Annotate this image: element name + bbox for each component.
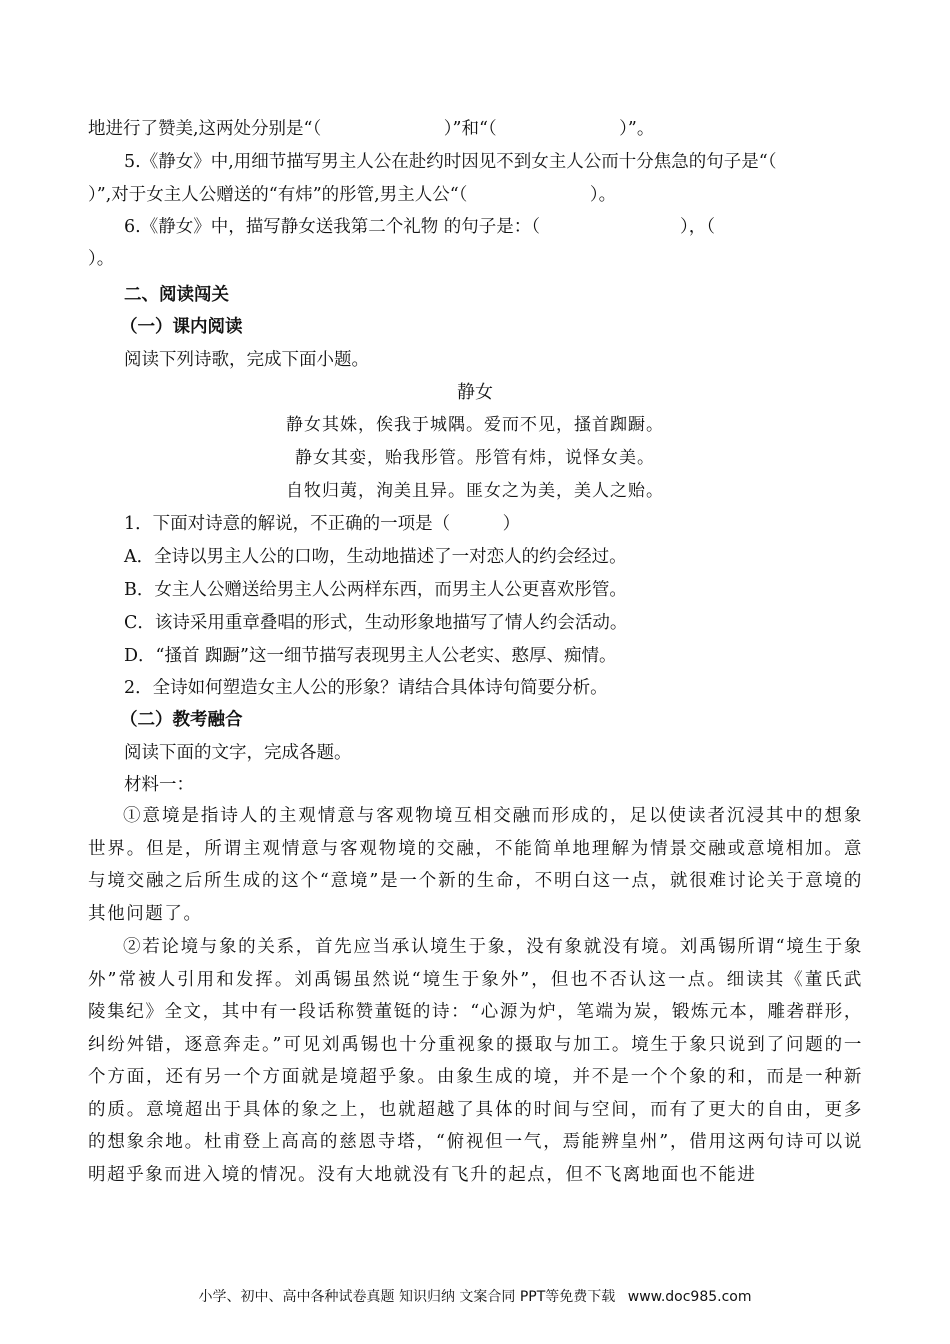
paragraph-1: ①意境是指诗人的主观情意与客观物境互相交融而形成的，足以使读者沉浸其中的想象世界。但是，所谓主观情意与客观物境的交融，不能简单地理解为情景交融或意境相加。意与境交融之后所生成的这个“意境”是一个新的生命，不明白这一点，就很难讨论关于意境的其他问题了。	[88, 806, 863, 924]
q6-line-2: ）。	[88, 249, 115, 269]
material-label: 材料一：	[124, 775, 194, 795]
footer-url[interactable]: www.doc985.com	[627, 1289, 752, 1305]
q1-option-d: D．“搔首 踟蹰”这一细节描写表现男主人公老实、憨厚、痴情。	[124, 646, 617, 666]
poem-line: 静女其姝，俟我于城隅。爱而不见，搔首踟蹰。	[286, 415, 664, 435]
q6-line-1: 6.《静女》中，描写静女送我第二个礼物 的句子是：（ ），（	[124, 217, 716, 237]
q1-stem: 1．下面对诗意的解说，不正确的一项是（ ）	[124, 514, 521, 534]
q1-option-b: B．女主人公赠送给男主人公两样东西，而男主人公更喜欢彤管。	[124, 580, 627, 600]
section-title: 二、阅读闯关	[124, 285, 229, 305]
poem-title: 静女	[457, 382, 493, 403]
q2-stem: 2．全诗如何塑造女主人公的形象？请结合具体诗句简要分析。	[124, 678, 608, 698]
q5-line-2: ）”,对于女主人公赠送的“有炜”的彤管,男主人公“（ ）。	[88, 185, 617, 205]
part2-title: （二）教考融合	[120, 710, 243, 730]
q1-option-a: A．全诗以男主人公的口吻，生动地描述了一对恋人的约会经过。	[124, 547, 627, 567]
poem-line: 自牧归荑，洵美且异。匪女之为美，美人之贻。	[286, 481, 664, 501]
q4-continuation: 地进行了赞美,这两处分别是“（ ）”和“（ ）”。	[88, 119, 655, 139]
part1-instruction: 阅读下列诗歌，完成下面小题。	[124, 350, 369, 370]
page-footer	[0, 1286, 950, 1306]
q1-option-c: C．该诗采用重章叠唱的形式，生动形象地描写了情人约会活动。	[124, 613, 628, 633]
poem-line: 静女其娈，贻我彤管。彤管有炜，说怿女美。	[295, 448, 655, 468]
paragraph-2: ②若论境与象的关系，首先应当承认境生于象，没有象就没有境。刘禹锡所谓“境生于象外”常被人引用和发挥。刘禹锡虽然说“境生于象外”，但也不否认这一点。细读其《董氏武陵集纪》全文，其中有一段话称赞董铤的诗：“心源为炉，笔端为炭，锻炼元本，雕砻群形，纠纷舛错，逐意奔走。”可见刘禹锡也十分重视象的摄取与加工。境生于象只说到了问题的一个方面，还有另一个方面就是境超乎象。由象生成的境，并不是一个个象的和，而是一种新的质。意境超出于具体的象之上，也就超越了具体的时间与空间，而有了更大的自由，更多的想象余地。杜甫登上高高的慈恩寺塔，“俯视但一气，焉能辨皇州”，借用这两句诗可以说明超乎象而进入境的情况。没有大地就没有飞升的起点，但不飞离地面也不能进	[88, 937, 863, 1185]
part2-instruction: 阅读下面的文字，完成各题。	[124, 743, 352, 763]
q5-line-1: 5.《静女》中,用细节描写男主人公在赴约时因见不到女主人公而十分焦急的句子是“（	[124, 152, 777, 172]
part1-title: （一）课内阅读	[120, 317, 243, 337]
footer-text: 小学、初中、高中各种试卷真题 知识归纳 文案合同 PPT等免费下载	[198, 1289, 616, 1305]
